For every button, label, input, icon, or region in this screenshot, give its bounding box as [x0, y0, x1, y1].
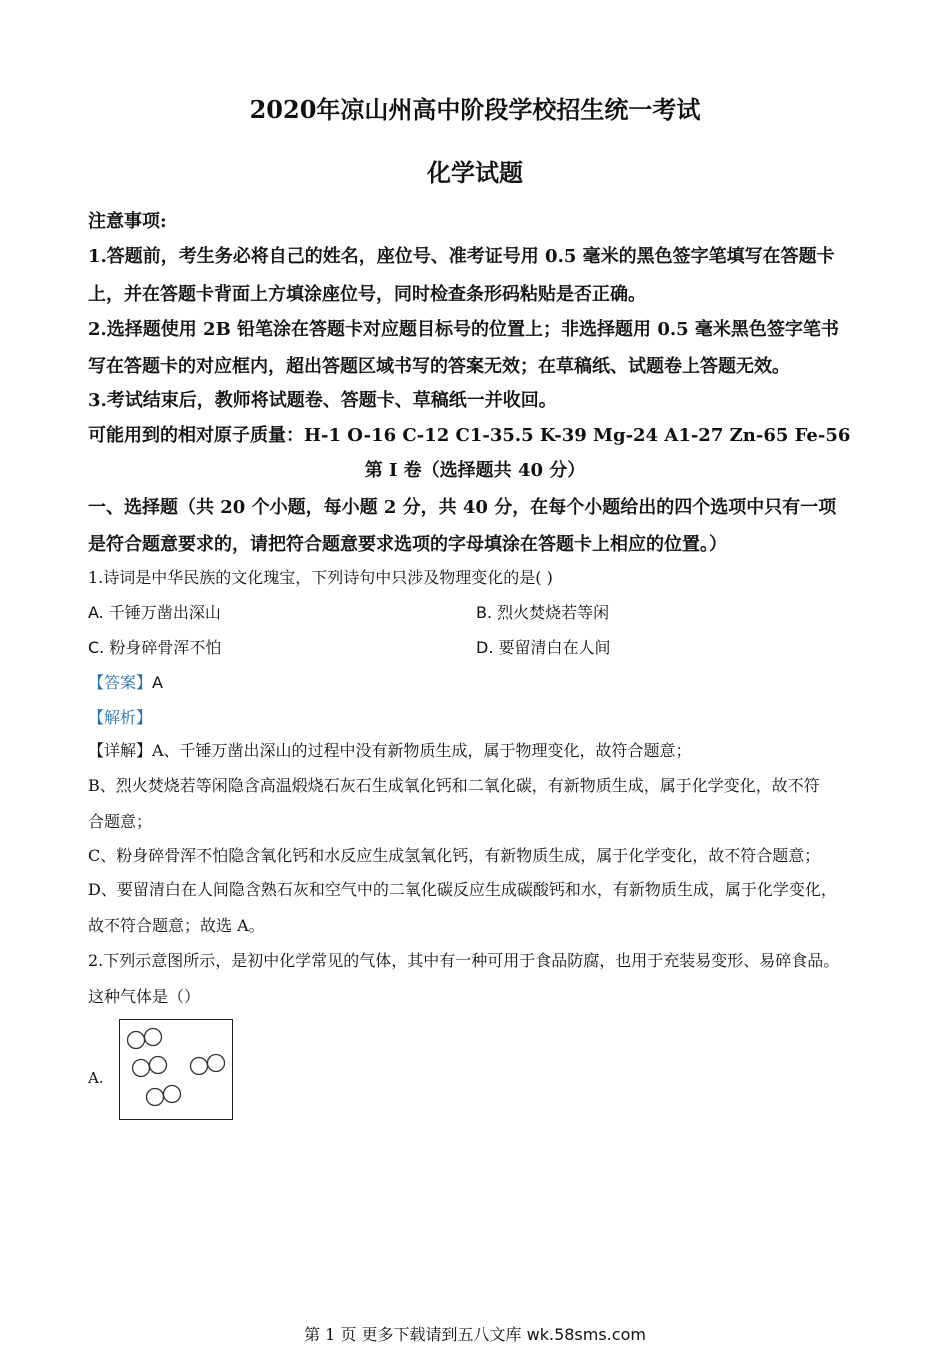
- q2-stem-a: 2.下列示意图所示，是初中化学常见的气体，其中有一种可用于食品防腐，也用于充装易变形、易碎食品。: [88, 951, 840, 970]
- molecule-2-atom-2: [150, 1057, 167, 1074]
- q1-detail-2a: B、烈火焚烧若等闲隐含高温煅烧石灰石生成氧化钙和二氧化碳，有新物质生成，属于化学变化，故不符: [88, 776, 820, 795]
- q1-detail-4b: 故不符合题意；故选 A。: [88, 916, 265, 935]
- molecule-1-atom-2: [145, 1029, 162, 1046]
- notice-heading: 注意事项:: [88, 211, 167, 232]
- exam-title: 2020年凉山州高中阶段学校招生统一考试: [249, 95, 701, 124]
- q2-stem-b: 这种气体是（）: [88, 987, 201, 1006]
- volume-heading: 第 I 卷（选择题共 40 分）: [364, 460, 586, 481]
- molecule-diagram-svg: [120, 1020, 231, 1118]
- analysis-tag: 【解析】: [88, 708, 153, 727]
- notice-line-2a: 2.选择题使用 2B 铅笔涂在答题卡对应题目标号的位置上；非选择题用 0.5 毫米黑色签字笔书: [88, 319, 839, 340]
- answer-value: A: [152, 673, 163, 692]
- section-instructions-1: 一、选择题（共 20 个小题，每小题 2 分，共 40 分，在每个小题给出的四个选项中只有一项: [88, 497, 837, 518]
- q1-detail-4a: D、要留清白在人间隐含熟石灰和空气中的二氧化碳反应生成碳酸钙和水，有新物质生成，属于化学变化，: [88, 880, 837, 899]
- molecule-4-atom-2: [164, 1086, 181, 1103]
- q1-option-c: C. 粉身碎骨浑不怕: [88, 638, 222, 657]
- answer-tag: 【答案】: [88, 673, 153, 692]
- notice-line-3: 3.考试结束后，教师将试题卷、答题卡、草稿纸一并收回。: [88, 390, 557, 411]
- footer-url: wk.58sms.com: [526, 1325, 646, 1344]
- section-instructions-2: 是符合题意要求的，请把符合题意要求选项的字母填涂在答题卡上相应的位置。）: [88, 534, 727, 555]
- notice-line-2b: 写在答题卡的对应框内，超出答题区域书写的答案无效；在草稿纸、试题卷上答题无效。: [88, 356, 790, 377]
- q1-answer-line: [88, 670, 163, 693]
- molecule-3-atom-1: [191, 1058, 208, 1075]
- notice-line-1a: 1.答题前，考生务必将自己的姓名，座位号、准考证号用 0.5 毫米的黑色签字笔填写在答题卡: [88, 246, 835, 267]
- molecule-3-atom-2: [208, 1055, 225, 1072]
- q1-option-d: D. 要留清白在人间: [476, 638, 611, 657]
- footer-page-number: 第 1 页: [304, 1325, 357, 1344]
- page-footer: [0, 1322, 950, 1345]
- exam-subtitle: 化学试题: [427, 158, 523, 187]
- q2-option-a-molecule-diagram: [119, 1019, 233, 1120]
- q2-option-a-label: A.: [88, 1069, 104, 1087]
- q1-stem: 1.诗词是中华民族的文化瑰宝，下列诗句中只涉及物理变化的是( ): [88, 568, 553, 587]
- q1-detail-3: C、粉身碎骨浑不怕隐含氧化钙和水反应生成氢氧化钙，有新物质生成，属于化学变化，故不符合题意；: [88, 846, 821, 865]
- notice-line-1b: 上，并在答题卡背面上方填涂座位号，同时检查条形码粘贴是否正确。: [88, 284, 646, 305]
- molecule-1-atom-1: [128, 1032, 145, 1049]
- q1-option-b: B. 烈火焚烧若等闲: [476, 603, 610, 622]
- molecule-2-atom-1: [133, 1060, 150, 1077]
- atomic-mass-line: 可能用到的相对原子质量：H-1 O-16 C-12 C1-35.5 K-39 Mg-24 A1-27 Zn-65 Fe-56: [88, 425, 851, 446]
- q1-detail-2b: 合题意；: [88, 812, 153, 831]
- molecule-4-atom-1: [147, 1089, 164, 1106]
- footer-download-text: 更多下载请到五八文库: [361, 1325, 522, 1344]
- q1-option-a: A. 千锤万凿出深山: [88, 603, 221, 622]
- q1-detail-1: 【详解】A、千锤万凿出深山的过程中没有新物质生成，属于物理变化，故符合题意；: [88, 741, 692, 760]
